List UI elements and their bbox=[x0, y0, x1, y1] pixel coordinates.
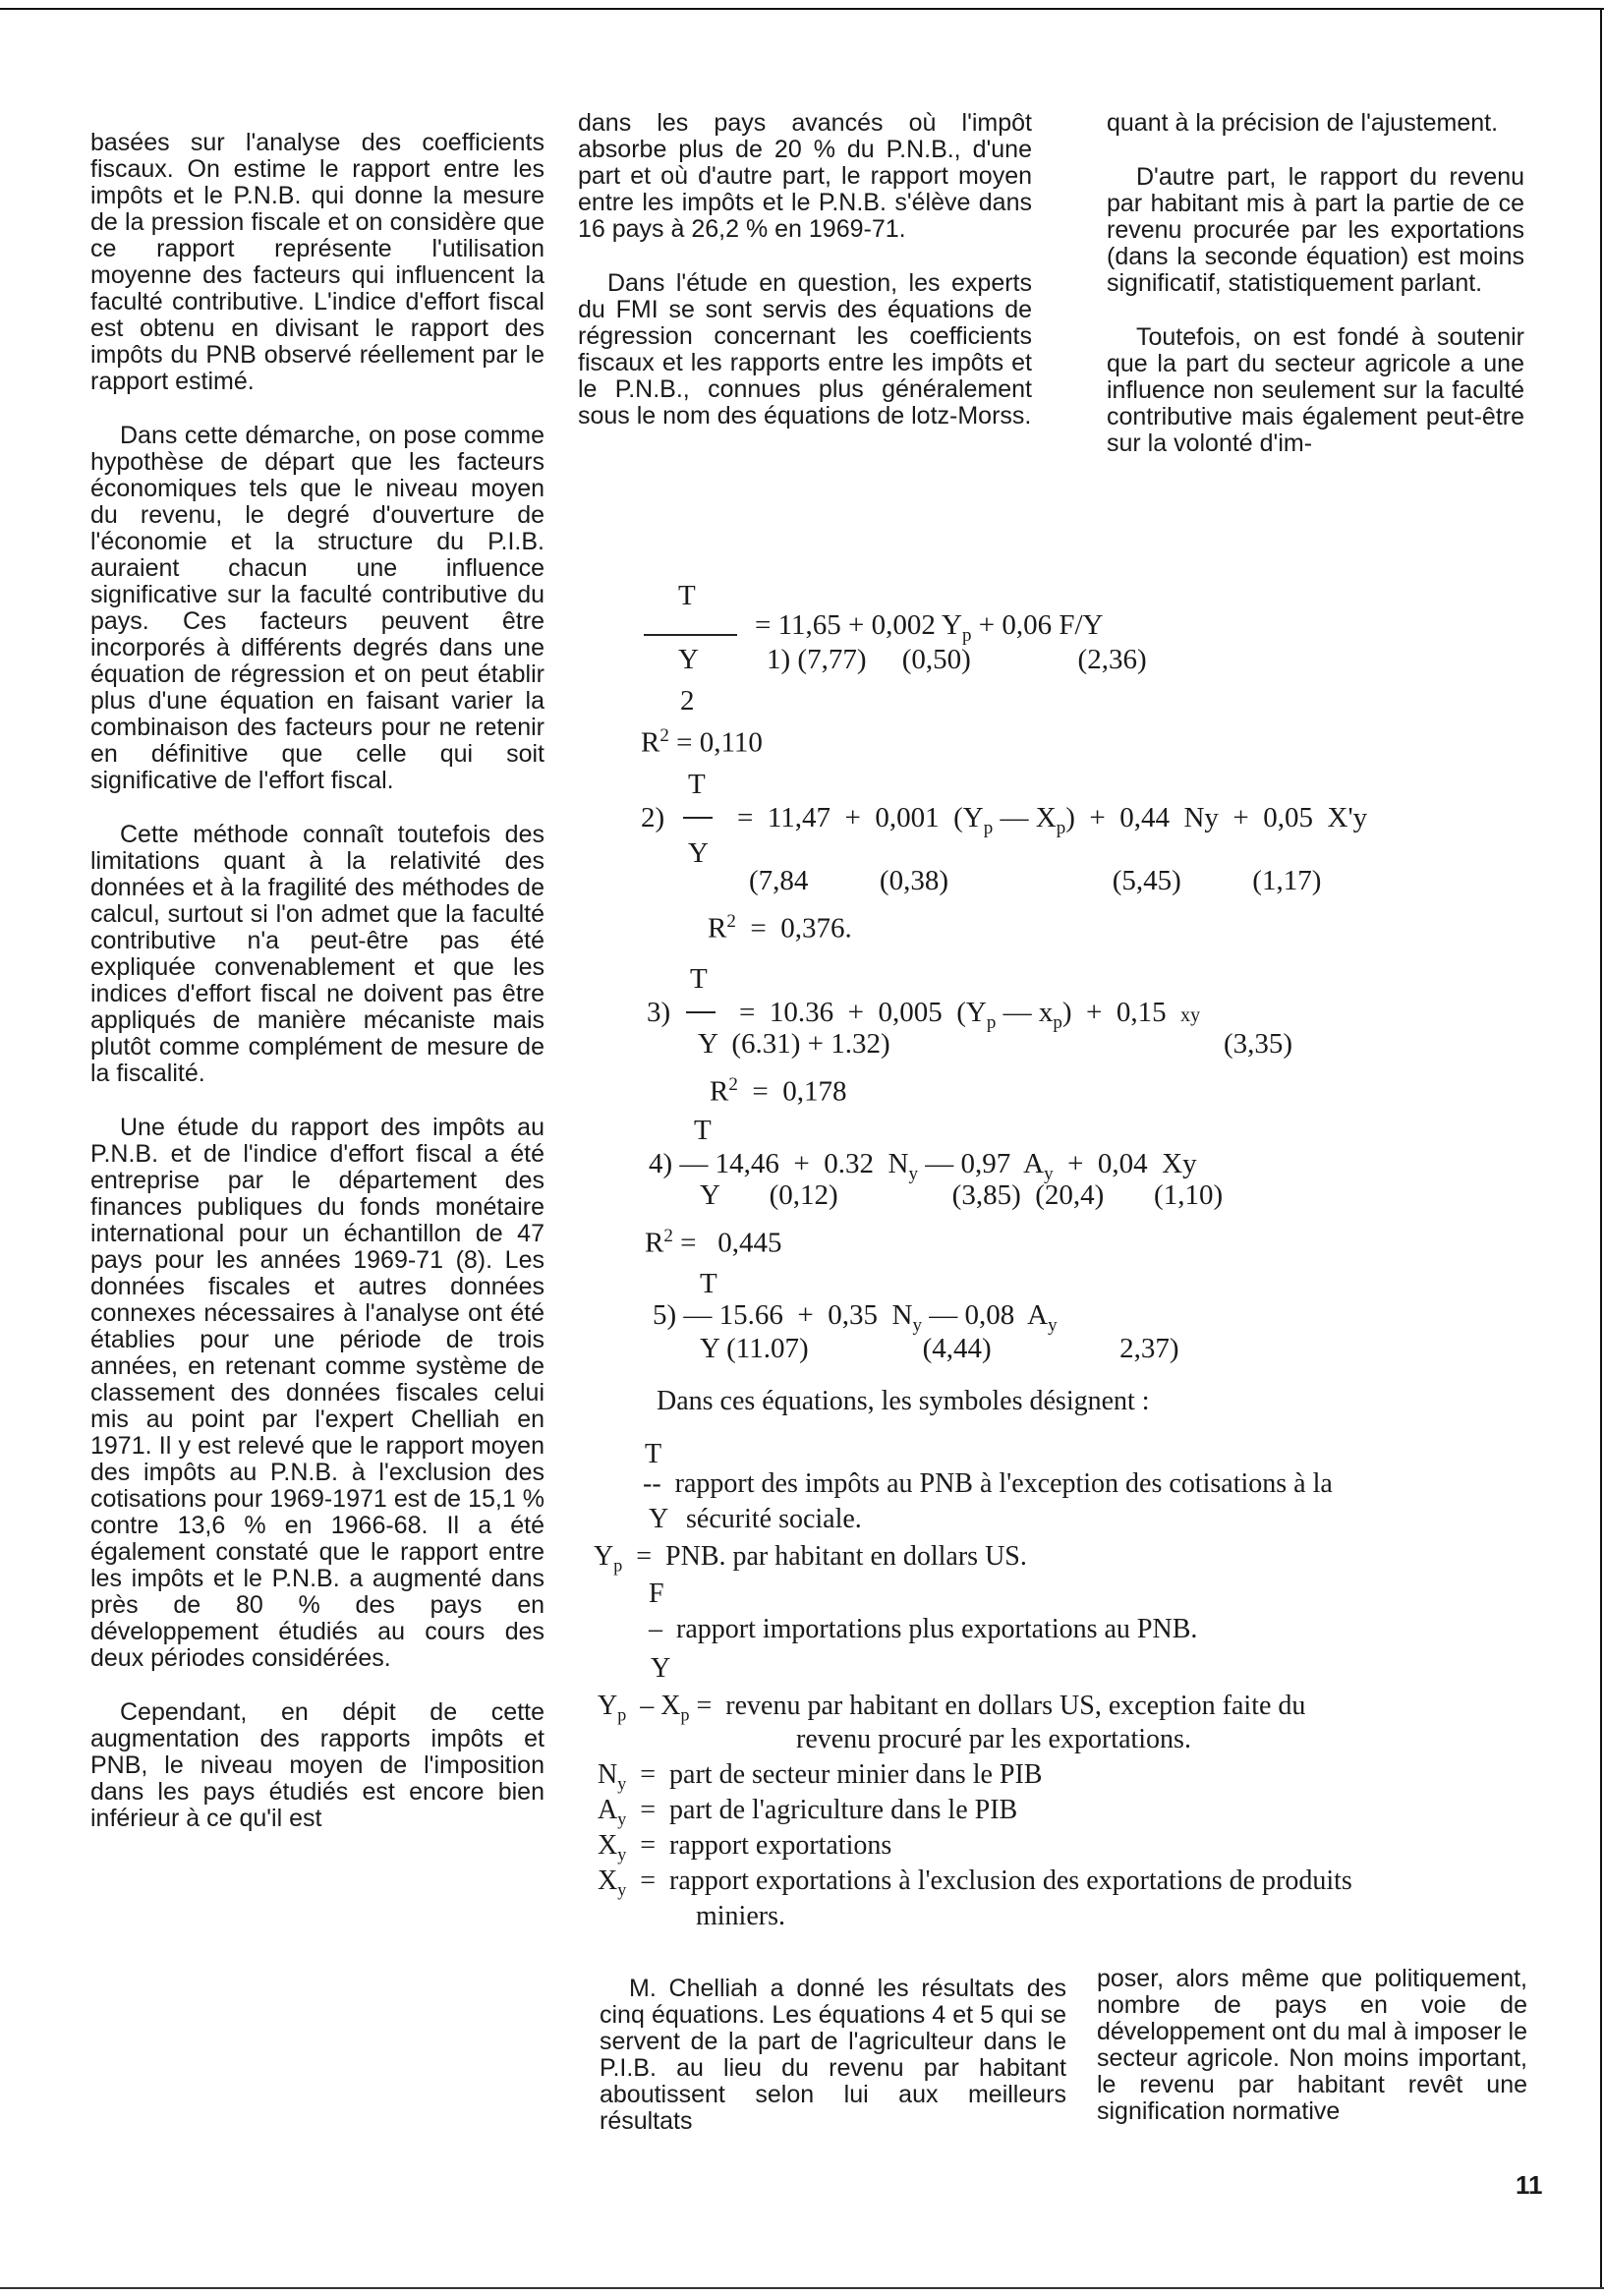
eq2-label: 2) bbox=[641, 802, 665, 833]
paragraph: D'autre part, le rapport du revenu par habitant mis à part la partie de ce revenu procurée par les exportations (dans la seconde équation) est moins significatif, statistiquement parlant. bbox=[1107, 163, 1524, 297]
fraction-bar bbox=[686, 1011, 716, 1013]
eq5-rhs: 5) — 15.66 + 0,35 $N_y$ — 0,08 $A_y$ bbox=[653, 1299, 1058, 1336]
eq4-numerator: T bbox=[694, 1115, 712, 1146]
definition-row: $X_y$ = rapport exportations à l'exclusion des exportations de produits bbox=[598, 1866, 1352, 1900]
eq4-denominator-line: Y (0,12) (3,85) (20,4) (1,10) bbox=[700, 1179, 1224, 1211]
page-border-bottom bbox=[0, 2287, 1604, 2289]
eq3-stat-tail: (3,35) bbox=[1224, 1028, 1293, 1060]
definition-row: – rapport importations plus exportations au PNB. bbox=[649, 1614, 1198, 1644]
definition-row: $Y_p - X_p$ = revenu par habitant en dollars US, exception faite du bbox=[598, 1691, 1306, 1725]
definition-row: $A_y$ = part de l'agriculture dans le PIB bbox=[598, 1795, 1018, 1829]
text-column-right-bottom bbox=[1097, 1966, 1527, 2152]
text-column-right-top bbox=[1107, 110, 1524, 485]
eq1-rhs: = 11,65 + 0,002 $Y_p + 0,06$ F/Y bbox=[755, 609, 1104, 646]
eq4-rhs: 4) — 14,46 + 0.32 $N_y$ — 0,97 $A_y + 0,04$ Xy bbox=[649, 1148, 1197, 1184]
eq1-numerator: T bbox=[678, 580, 696, 611]
paragraph: basées sur l'analyse des coefficients fiscaux. On estime le rapport entre les impôts et le P.N.B. qui donne la mesure de la pression fiscale et on considère que ce rapport représente l'utilisation moyenne des facteurs qui influencent la faculté contributive. L'indice d'effort fiscal est obtenu en divisant le rapport des impôts du PNB observé réellement par le rapport estimé. bbox=[90, 129, 544, 395]
eq2-denominator: Y bbox=[688, 837, 709, 869]
paragraph: Toutefois, on est fondé à soutenir que la part du secteur agricole a une influence non seulement sur la faculté contributive mais également peut-être sur la volonté d'im- bbox=[1107, 323, 1524, 457]
paragraph: Dans cette démarche, on pose comme hypothèse de départ que les facteurs économiques tels que le niveau moyen du revenu, le degré d'ouverture de l'économie et la structure du P.I.B. auraient chacun une influence significative sur la faculté contributive du pays. Ces facteurs peuvent être incorporés à différents degrés dans une équation de régression et on peut établir plus d'une équation en faisant varier la combinaison des facteurs pour ne retenir en définitive que celle qui soit significative de l'effort fiscal. bbox=[90, 422, 544, 794]
eq4-r2: $R^2 = 0,445$ bbox=[645, 1226, 782, 1259]
def-continuation: miniers. bbox=[696, 1901, 785, 1931]
eq3-label: 3) bbox=[647, 997, 671, 1028]
def-continuation: revenu procuré par les exportations. bbox=[796, 1724, 1191, 1754]
paragraph: Une étude du rapport des impôts au P.N.B. et de l'indice d'effort fiscal a été entreprise par le département des finances publiques du fonds monétaire international pour un échantillon de 47 pays pour les années 1969-71 (8). Les données fiscales et autres données connexes nécessaires à l'analyse ont été établies pour une période de trois années, en retenant comme système de classement des données fiscales celui mis au point par l'expert Chelliah en 1971. Il y est relevé que le rapport moyen des impôts au P.N.B. à l'exclusion des cotisations pour 1969-1971 est de 15,1 % contre 13,6 % en 1966-68. Il a été également constaté que le rapport entre les impôts et le P.N.B. a augmenté dans près de 80 % des pays en développement étudiés au cours des deux périodes considérées. bbox=[90, 1114, 544, 1672]
definition-row: $X_y$ = rapport exportations bbox=[598, 1830, 892, 1865]
eq1-stats: 1) (7,77) (0,50) (2,36) bbox=[767, 644, 1147, 675]
paragraph: M. Chelliah a donné les résultats des cinq équations. Les équations 4 et 5 qui se servent de la part de l'agriculteur dans le P.I.B. au lieu du revenu par habitant aboutissent selon lui aux meilleurs résultats bbox=[600, 1975, 1066, 2135]
eq2-stats: (7,84 (0,38) (5,45) (1,17) bbox=[749, 865, 1322, 896]
text-column-middle-top bbox=[578, 110, 1032, 457]
eq2-numerator: T bbox=[688, 769, 706, 800]
eq1-denominator: Y bbox=[678, 644, 699, 675]
eq2-rhs: = 11,47 + 0,001 ($Y_p$ — $X_p) + 0,44$ Ny + 0,05 X'y bbox=[737, 802, 1368, 838]
page-border-top bbox=[0, 8, 1604, 10]
paragraph: Dans l'étude en question, les experts du FMI se sont servis des équations de régression concernant les coefficients fiscaux et les rapports entre les impôts et le P.N.B., connues plus généralement sous le nom des équations de lotz-Morss. bbox=[578, 269, 1032, 430]
def-continuation: sécurité sociale. bbox=[686, 1504, 862, 1534]
fraction-bar bbox=[644, 634, 737, 636]
symbols-intro: Dans ces équations, les symboles désignent : bbox=[657, 1386, 1150, 1416]
paragraph: Cette méthode connaît toutefois des limitations quant à la relativité des données et à la fragilité des méthodes de calcul, surtout si l'on admet que la faculté contributive n'a peut-être pas été expliquée convenablement et que les indices d'effort fiscal ne doivent pas être appliqués de manière mécaniste mais plutôt comme complément de mesure de la fiscalité. bbox=[90, 821, 544, 1087]
def-fraction-bottom: Y bbox=[649, 1504, 669, 1534]
paragraph: poser, alors même que politiquement, nombre de pays en voie de développement ont du mal à imposer le secteur agricole. Non moins important, le revenu par habitant revêt une signification normative bbox=[1097, 1965, 1527, 2125]
eq1-two: 2 bbox=[680, 685, 695, 717]
eq5-numerator: T bbox=[700, 1268, 717, 1299]
text-column-left bbox=[90, 130, 544, 1860]
definition-row: $N_y$ = part de secteur minier dans le PIB bbox=[598, 1759, 1043, 1794]
paragraph: quant à la précision de l'ajustement. bbox=[1107, 109, 1499, 137]
eq3-rhs: = 10.36 + 0,005 ($Y_p$ — $x_p) + 0,15$ xy bbox=[739, 997, 1201, 1033]
page-number: 11 bbox=[1516, 2170, 1543, 2200]
def-fraction-top: F bbox=[649, 1578, 664, 1609]
eq5-denominator-line: Y (11.07) (4,44) 2,37) bbox=[700, 1333, 1179, 1364]
eq1-r2: $R^2 = 0,110$ bbox=[641, 725, 763, 759]
fraction-bar bbox=[683, 817, 713, 819]
definition-row: -- rapport des impôts au PNB à l'exception des cotisations à la bbox=[643, 1468, 1333, 1499]
paragraph: Cependant, en dépit de cette augmentation des rapports impôts et PNB, le niveau moyen de l'imposition dans les pays étudiés est encore bien inférieur à ce qu'il est bbox=[90, 1698, 544, 1832]
page-border-right bbox=[1600, 8, 1602, 2288]
eq3-numerator: T bbox=[690, 963, 708, 995]
eq3-r2: $R^2 = 0,178$ bbox=[710, 1074, 847, 1108]
text-column-middle-bottom bbox=[600, 1976, 1066, 2162]
definition-row: $Y_p$ = PNB. par habitant en dollars US. bbox=[594, 1541, 1027, 1576]
eq3-denominator-line: Y (6.31) + 1.32) bbox=[698, 1028, 890, 1060]
paragraph: dans les pays avancés où l'impôt absorbe plus de 20 % du P.N.B., d'une part et où d'autre part, le rapport moyen entre les impôts et le P.N.B. s'élève dans 16 pays à 26,2 % en 1969-71. bbox=[578, 109, 1032, 243]
def-fraction-bottom: Y bbox=[651, 1653, 671, 1684]
def-fraction-top: T bbox=[645, 1439, 662, 1469]
eq2-r2: $R^2 = 0,376$. bbox=[708, 911, 852, 945]
